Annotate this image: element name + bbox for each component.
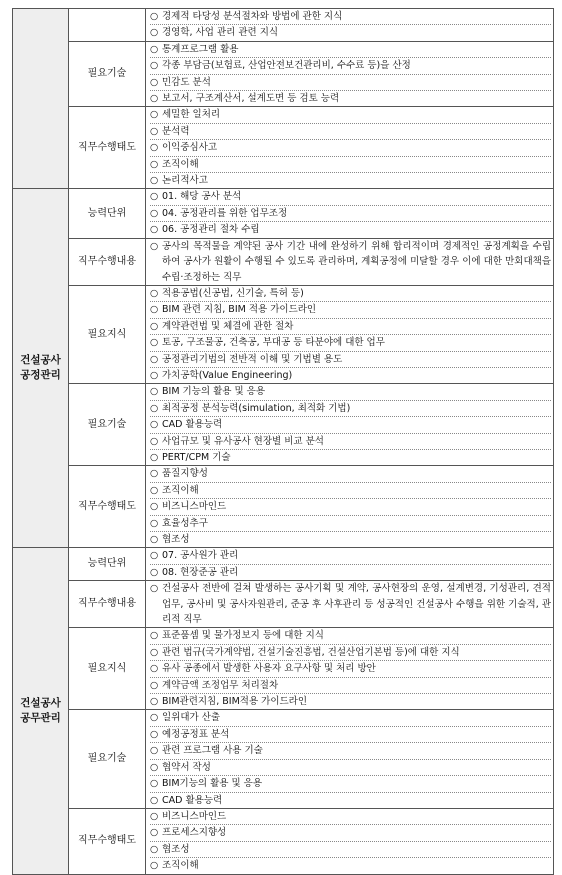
list-item xyxy=(150,693,551,709)
bullet-circle-icon: ○ xyxy=(150,646,159,658)
job-title-cell: 건설공사 공정관리 xyxy=(13,189,69,548)
category-cell: 직무수행태도 xyxy=(69,466,146,548)
list-item xyxy=(150,660,551,676)
bullet-circle-icon: ○ xyxy=(150,827,159,839)
items-cell xyxy=(146,41,554,107)
item-text: 효율성추구 xyxy=(162,517,208,529)
category-cell: 직무수행태도 xyxy=(69,107,146,189)
list-item xyxy=(150,466,551,481)
item-text: 이익중심사고 xyxy=(162,142,218,154)
bullet-circle-icon: ○ xyxy=(150,501,159,513)
list-item xyxy=(150,433,551,449)
item-text: 민감도 분석 xyxy=(162,76,211,88)
list-item xyxy=(150,90,551,106)
bullet-circle-icon: ○ xyxy=(150,76,159,88)
items-cell xyxy=(146,285,554,383)
category-cell: 직무수행내용 xyxy=(69,238,146,285)
item-text: 일위대가 산출 xyxy=(162,712,221,724)
bullet-circle-icon: ○ xyxy=(150,745,159,757)
bullet-circle-icon: ○ xyxy=(150,630,159,642)
bullet-circle-icon: ○ xyxy=(150,566,159,578)
item-text: 관련 법규(국가계약법, 건설기술진흥법, 건설산업기본법 등)에 대한 지식 xyxy=(162,646,460,658)
item-text: 조직이해 xyxy=(162,484,199,496)
category-cell: 능력단위 xyxy=(69,189,146,238)
bullet-circle-icon: ○ xyxy=(150,663,159,675)
bullet-circle-icon: ○ xyxy=(150,810,159,822)
list-item xyxy=(150,334,551,350)
list-item xyxy=(150,449,551,465)
job-title-cell: 건설공사 공무관리 xyxy=(13,548,69,874)
table-row xyxy=(13,9,554,42)
bullet-circle-icon: ○ xyxy=(150,11,159,22)
item-text: 협약서 작성 xyxy=(162,761,211,773)
items-cell xyxy=(146,466,554,548)
list-item xyxy=(150,809,551,824)
item-text: 관련 프로그램 사용 기술 xyxy=(162,745,263,757)
competency-table xyxy=(12,8,554,875)
list-item xyxy=(150,74,551,90)
items-cell xyxy=(146,107,554,189)
item-text: BIM기능의 활용 및 응용 xyxy=(162,778,262,790)
item-text: 토공, 구조물공, 건축공, 부대공 등 타분야에 대한 업무 xyxy=(162,337,385,349)
list-item xyxy=(150,301,551,317)
category-cell: 필요지식 xyxy=(69,628,146,710)
table-row xyxy=(13,238,554,285)
item-text: 품질지향성 xyxy=(162,468,208,480)
table-row xyxy=(13,107,554,189)
list-item xyxy=(150,564,551,580)
bullet-circle-icon: ○ xyxy=(150,794,159,806)
bullet-circle-icon: ○ xyxy=(150,435,159,447)
bullet-circle-icon: ○ xyxy=(150,517,159,529)
list-item xyxy=(150,239,551,285)
item-text: 예정공정표 분석 xyxy=(162,728,230,740)
bullet-circle-icon: ○ xyxy=(150,451,159,463)
category-cell: 필요지식 xyxy=(69,285,146,383)
bullet-circle-icon: ○ xyxy=(150,240,159,252)
item-text: PERT/CPM 기술 xyxy=(162,451,231,463)
item-text: 조직이해 xyxy=(162,860,199,872)
bullet-circle-icon: ○ xyxy=(150,60,159,72)
table-row xyxy=(13,808,554,874)
job-competency-table xyxy=(12,8,554,875)
category-cell xyxy=(69,9,146,42)
list-item xyxy=(150,548,551,563)
bullet-circle-icon: ○ xyxy=(150,583,159,595)
list-item xyxy=(150,400,551,416)
item-text: 세밀한 일처리 xyxy=(162,109,221,121)
item-text: 표준품셈 및 물가정보지 등에 대한 지식 xyxy=(162,630,324,642)
item-text: 최적공정 분석능력(simulation, 최적화 기법) xyxy=(162,402,351,414)
items-cell xyxy=(146,808,554,874)
list-item xyxy=(150,221,551,237)
list-item xyxy=(150,841,551,857)
item-text: 통계프로그램 활용 xyxy=(162,43,239,55)
item-text: 비즈니스마인드 xyxy=(162,501,227,513)
list-item xyxy=(150,742,551,758)
list-item xyxy=(150,677,551,693)
bullet-circle-icon: ○ xyxy=(150,696,159,708)
bullet-circle-icon: ○ xyxy=(150,778,159,790)
items-cell xyxy=(146,548,554,581)
bullet-circle-icon: ○ xyxy=(150,175,159,187)
bullet-circle-icon: ○ xyxy=(150,550,159,562)
item-text: 적용공법(신공법, 신기술, 특허 등) xyxy=(162,287,304,299)
item-text: 계약관련법 및 체결에 관한 절차 xyxy=(162,320,294,332)
table-row xyxy=(13,548,554,581)
list-item xyxy=(150,628,551,643)
bullet-circle-icon: ○ xyxy=(150,860,159,872)
items-cell xyxy=(146,581,554,628)
table-row xyxy=(13,581,554,628)
list-item xyxy=(150,189,551,204)
list-item xyxy=(150,286,551,301)
table-row xyxy=(13,628,554,710)
bullet-circle-icon: ○ xyxy=(150,386,159,398)
bullet-circle-icon: ○ xyxy=(150,27,159,39)
list-item xyxy=(150,318,551,334)
bullet-circle-icon: ○ xyxy=(150,843,159,855)
table-row xyxy=(13,466,554,548)
table-row xyxy=(13,384,554,466)
item-text: 각종 부담금(보험료, 산업안전보건관리비, 수수료 등)을 산정 xyxy=(162,60,411,72)
list-item xyxy=(150,759,551,775)
item-text: 04. 공정관리를 위한 업무조정 xyxy=(162,207,288,219)
list-item xyxy=(150,57,551,73)
list-item xyxy=(150,482,551,498)
bullet-circle-icon: ○ xyxy=(150,109,159,121)
bullet-circle-icon: ○ xyxy=(150,304,159,316)
item-text: 사업규모 및 유사공사 현장별 비교 분석 xyxy=(162,435,324,447)
bullet-circle-icon: ○ xyxy=(150,761,159,773)
bullet-circle-icon: ○ xyxy=(150,534,159,545)
item-text: BIM 관련 지침, BIM 적용 가이드라인 xyxy=(162,304,317,316)
bullet-circle-icon: ○ xyxy=(150,712,159,724)
list-item xyxy=(150,42,551,57)
category-cell: 직무수행태도 xyxy=(69,808,146,874)
list-item xyxy=(150,531,551,547)
job-title-cell xyxy=(13,9,69,189)
category-cell: 직무수행내용 xyxy=(69,581,146,628)
item-text: 유사 공종에서 발생한 사용자 요구사항 및 처리 방안 xyxy=(162,663,376,675)
list-item xyxy=(150,384,551,399)
bullet-circle-icon: ○ xyxy=(150,43,159,55)
item-text: 공정관리기법의 전반적 이해 및 기법별 용도 xyxy=(162,353,343,365)
items-cell xyxy=(146,628,554,710)
item-text: 06. 공정관리 절차 수립 xyxy=(162,224,260,236)
item-text: 보고서, 구조계산서, 설계도면 등 검토 능력 xyxy=(162,93,340,105)
bullet-circle-icon: ○ xyxy=(150,191,159,203)
bullet-circle-icon: ○ xyxy=(150,207,159,219)
bullet-circle-icon: ○ xyxy=(150,484,159,496)
list-item xyxy=(150,172,551,188)
table-row xyxy=(13,41,554,107)
list-item xyxy=(150,644,551,660)
item-text: 건설공사 전반에 걸쳐 발생하는 공사기획 및 계약, 공사현장의 운영, 설계변경, 기성관리, 견적업무, 공사비 및 공사자원관리, 준공 후 사후관리 등 성공적인 건설공사 수행을 위한 기술적, 관리적 직무 xyxy=(162,583,551,626)
item-text: 조직이해 xyxy=(162,158,199,170)
list-item xyxy=(150,726,551,742)
category-cell: 능력단위 xyxy=(69,548,146,581)
item-text: 분석력 xyxy=(162,125,190,137)
list-item xyxy=(150,123,551,139)
bullet-circle-icon: ○ xyxy=(150,142,159,154)
items-cell xyxy=(146,189,554,238)
list-item xyxy=(150,710,551,725)
list-item xyxy=(150,156,551,172)
item-text: BIM 기능의 활용 및 응용 xyxy=(162,386,266,398)
table-row xyxy=(13,189,554,238)
list-item xyxy=(150,581,551,627)
item-text: 비즈니스마인드 xyxy=(162,810,227,822)
bullet-circle-icon: ○ xyxy=(150,224,159,236)
bullet-circle-icon: ○ xyxy=(150,353,159,365)
bullet-circle-icon: ○ xyxy=(150,679,159,691)
item-text: 가치공학(Value Engineering) xyxy=(162,369,293,381)
list-item xyxy=(150,367,551,383)
bullet-circle-icon: ○ xyxy=(150,369,159,381)
item-text: 경제적 타당성 분석절차와 방법에 관한 지식 xyxy=(162,11,343,22)
list-item xyxy=(150,351,551,367)
list-item xyxy=(150,857,551,873)
item-text: BIM관련지침, BIM적용 가이드라인 xyxy=(162,696,308,708)
items-cell xyxy=(146,384,554,466)
item-text: 계약금액 조정업무 처리절차 xyxy=(162,679,279,691)
list-item xyxy=(150,775,551,791)
table-row xyxy=(13,710,554,808)
list-item xyxy=(150,416,551,432)
bullet-circle-icon: ○ xyxy=(150,287,159,299)
bullet-circle-icon: ○ xyxy=(150,93,159,105)
item-text: CAD 활용능력 xyxy=(162,794,223,806)
list-item xyxy=(150,139,551,155)
item-text: CAD 활용능력 xyxy=(162,419,223,431)
bullet-circle-icon: ○ xyxy=(150,337,159,349)
item-text: 공사의 목적물을 계약된 공사 기간 내에 완성하기 위해 합리적이며 경제적인 공정계획을 수립하여 공사가 원활이 수행될 수 있도록 관리하며, 계획공정에 미달할 경우 이에 대한 만회대책을 수립·조정하는 직무 xyxy=(162,240,551,283)
bullet-circle-icon: ○ xyxy=(150,320,159,332)
list-item xyxy=(150,9,551,24)
list-item xyxy=(150,205,551,221)
category-cell: 필요기술 xyxy=(69,384,146,466)
category-cell: 필요기술 xyxy=(69,710,146,808)
item-text: 08. 현장준공 관리 xyxy=(162,566,239,578)
bullet-circle-icon: ○ xyxy=(150,728,159,740)
item-text: 논리적사고 xyxy=(162,175,208,187)
category-cell: 필요기술 xyxy=(69,41,146,107)
item-text: 01. 해당 공사 분석 xyxy=(162,191,242,203)
item-text: 협조성 xyxy=(162,534,190,545)
list-item xyxy=(150,107,551,122)
list-item xyxy=(150,792,551,808)
items-cell xyxy=(146,9,554,42)
bullet-circle-icon: ○ xyxy=(150,402,159,414)
bullet-circle-icon: ○ xyxy=(150,158,159,170)
items-cell xyxy=(146,710,554,808)
list-item xyxy=(150,498,551,514)
items-cell xyxy=(146,238,554,285)
item-text: 프로세스지향성 xyxy=(162,827,227,839)
bullet-circle-icon: ○ xyxy=(150,125,159,137)
bullet-circle-icon: ○ xyxy=(150,468,159,480)
item-text: 협조성 xyxy=(162,843,190,855)
list-item xyxy=(150,515,551,531)
table-row xyxy=(13,285,554,383)
item-text: 경영학, 사업 관리 관련 지식 xyxy=(162,27,279,39)
list-item xyxy=(150,824,551,840)
bullet-circle-icon: ○ xyxy=(150,419,159,431)
item-text: 07. 공사원가 관리 xyxy=(162,550,239,562)
list-item xyxy=(150,24,551,40)
